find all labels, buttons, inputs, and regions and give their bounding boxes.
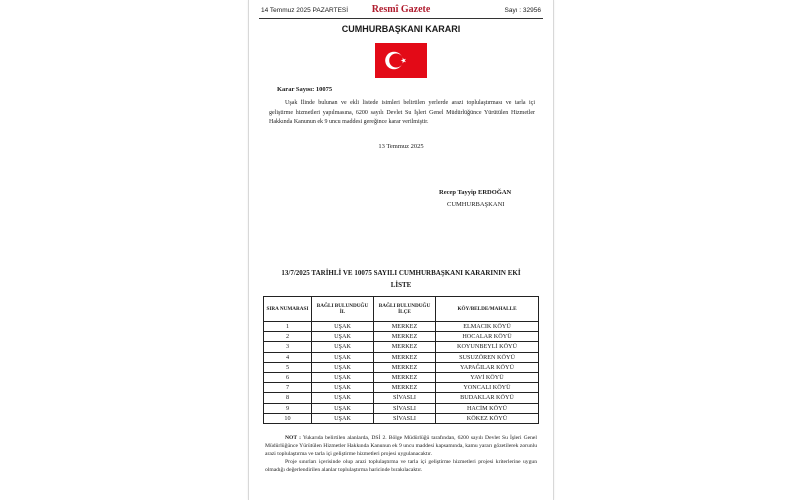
row-village: YONCALI KÖYÜ	[436, 383, 539, 393]
row-number: 5	[264, 362, 312, 372]
row-village: KOYUNBEYLİ KÖYÜ	[436, 342, 539, 352]
decision-heading: CUMHURBAŞKANI KARARI	[341, 24, 461, 34]
note-text-2: Proje sınırları içerisinde olup arazi toplulaştırma ve tarla içi geliştirme hizmetleri projesi kriterlerine uygun olmadığı değerlendirilen alanlar toplulaştırma haricinde bırakılacaktır.	[265, 459, 537, 473]
row-village: ELMACIK KÖYÜ	[436, 322, 539, 332]
list-title	[263, 267, 539, 291]
gazette-header	[259, 4, 543, 19]
row-province: UŞAK	[312, 393, 374, 403]
row-number: 1	[264, 322, 312, 332]
table-row	[264, 362, 539, 372]
table-row	[264, 352, 539, 362]
list-title-line1: 13/7/2025 TARİHLİ VE 10075 SAYILI CUMHURBAŞKANI KARARININ EKİ	[281, 269, 521, 277]
row-number: 8	[264, 393, 312, 403]
note-paragraph-1	[265, 434, 537, 458]
row-district: MERKEZ	[374, 342, 436, 352]
row-district: SİVASLI	[374, 413, 436, 423]
row-number: 7	[264, 383, 312, 393]
table-row	[264, 403, 539, 413]
header-date: 14 Temmuz 2025 PAZARTESİ	[261, 7, 349, 14]
table-row	[264, 383, 539, 393]
row-village: HACİM KÖYÜ	[436, 403, 539, 413]
row-village: BUDAKLAR KÖYÜ	[436, 393, 539, 403]
column-header: SIRA NUMARASI	[264, 297, 312, 322]
row-village: YAVİ KÖYÜ	[436, 372, 539, 382]
row-number: 3	[264, 342, 312, 352]
row-village: SUSUZÖREN KÖYÜ	[436, 352, 539, 362]
table-header-row	[264, 297, 539, 322]
decision-number: Karar Sayısı: 10075	[277, 86, 333, 93]
table-row	[264, 372, 539, 382]
gazette-page	[248, 0, 554, 500]
row-village: KÖKEZ KÖYÜ	[436, 413, 539, 423]
row-number: 9	[264, 403, 312, 413]
table-row	[264, 322, 539, 332]
row-province: UŞAK	[312, 322, 374, 332]
row-province: UŞAK	[312, 352, 374, 362]
row-district: MERKEZ	[374, 372, 436, 382]
issue-number: Sayı : 32956	[504, 7, 541, 14]
row-number: 2	[264, 332, 312, 342]
note-text-1: Yukarıda belirtilen alanlarda, DSİ 2. Bölge Müdürlüğü tarafından, 6200 sayılı Devlet Su İşleri Genel Müdürlüğünce Yürütülen Hizmetler Hakkında Kanunun ek 9 uncu maddesi kapsamında, kamu yararı gözetilerek zorunlu arazi toplulaştırma ve tarla içi geliştirme hizmetleri projesi uygulanacaktır.	[265, 435, 537, 457]
signer-title: CUMHURBAŞKANI	[447, 201, 505, 208]
row-district: MERKEZ	[374, 332, 436, 342]
table-row	[264, 393, 539, 403]
row-province: UŞAK	[312, 403, 374, 413]
row-province: UŞAK	[312, 372, 374, 382]
row-number: 6	[264, 372, 312, 382]
row-province: UŞAK	[312, 362, 374, 372]
row-district: MERKEZ	[374, 362, 436, 372]
row-district: MERKEZ	[374, 322, 436, 332]
table-row	[264, 413, 539, 423]
row-province: UŞAK	[312, 383, 374, 393]
row-province: UŞAK	[312, 332, 374, 342]
column-header: BAĞLI BULUNDUĞU İL	[312, 297, 374, 322]
row-district: MERKEZ	[374, 352, 436, 362]
row-village: HOCALAR KÖYÜ	[436, 332, 539, 342]
row-province: UŞAK	[312, 342, 374, 352]
row-number: 10	[264, 413, 312, 423]
decision-body-text: Uşak İlinde bulunan ve ekli listede isimleri belirtilen yerlerde arazi toplulaştırması ve tarla içi geliştirme hizmetleri yapılmasına, 6200 sayılı Devlet Su İşleri Genel Müdürlüğünce Yürütülen Hizmetler Hakkında Kanunun ek 9 uncu maddesi gereğince karar verilmiştir.	[269, 100, 535, 125]
row-province: UŞAK	[312, 413, 374, 423]
table-row	[264, 332, 539, 342]
row-district: SİVASLI	[374, 403, 436, 413]
note-label: NOT :	[285, 435, 301, 441]
column-header: KÖY/BELDE/MAHALLE	[436, 297, 539, 322]
row-district: SİVASLI	[374, 393, 436, 403]
turkish-flag-icon	[375, 43, 427, 78]
decision-date: 13 Temmuz 2025	[378, 143, 424, 150]
note-paragraph-2	[265, 458, 537, 474]
column-header: BAĞLI BULUNDUĞU İLÇE	[374, 297, 436, 322]
signer-name: Recep Tayyip ERDOĞAN	[439, 189, 512, 196]
row-village: YAPAĞILAR KÖYÜ	[436, 362, 539, 372]
row-number: 4	[264, 352, 312, 362]
list-note	[265, 434, 537, 474]
table-row	[264, 342, 539, 352]
village-list-table	[263, 296, 539, 424]
row-district: MERKEZ	[374, 383, 436, 393]
gazette-title: Resmî Gazete	[371, 4, 431, 15]
decision-body	[269, 99, 535, 128]
list-title-line2: LİSTE	[390, 281, 412, 289]
